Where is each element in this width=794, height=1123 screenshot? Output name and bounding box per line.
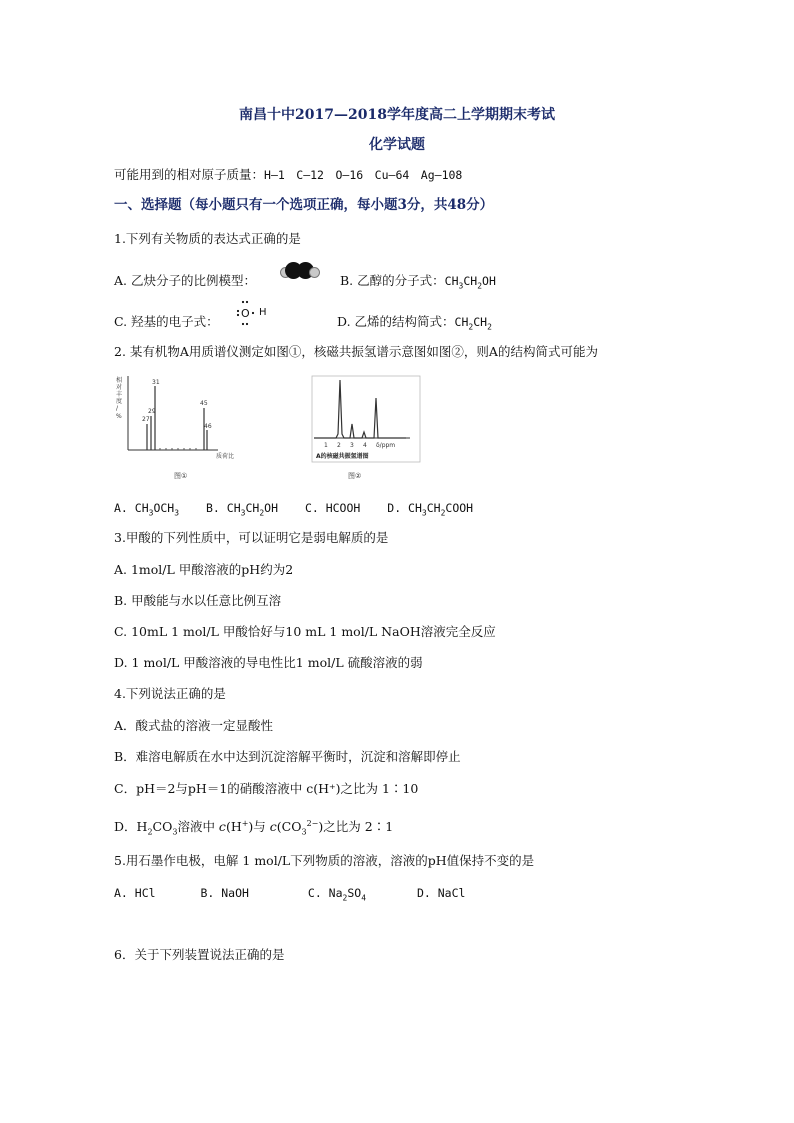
nmr-tick-4: 4 [363,442,367,449]
question-1-option-b [340,273,496,294]
hydroxyl-electron-dot-icon [236,298,276,328]
question-4-option-d: D．$H_2CO_3$溶液中 c(H+)与 $c(CO_3^{2-})$之比为 2∶1 [114,819,394,837]
fig1-ylabel-5: / [116,405,119,412]
question-4-option-c: C．pH＝2与pH＝1的硝酸溶液中 c(H⁺)之比为 1∶10 [114,781,419,796]
nmr-spectrum-figure [310,374,430,484]
nmr-xlabel: δ/ppm [376,442,396,449]
question-6-stem: 6．关于下列装置说法正确的是 [114,947,285,962]
question-1-option-a: A. 乙炔分子的比例模型： [114,273,256,288]
option-d-formula: $CH_2CH_2$ [454,315,492,332]
question-3-option-d: D. 1 mol/L 甲酸溶液的导电性比1 mol/L 硫酸溶液的弱 [114,655,423,670]
question-4-option-b: B．难溶电解质在水中达到沉淀溶解平衡时，沉淀和溶解即停止 [114,749,461,764]
q2-option-b: B. $CH_3CH_2OH$ [206,501,278,518]
question-3-option-c: C. 10mL 1 mol/L 甲酸恰好与10 mL 1 mol/L NaOH溶液完全反应 [114,624,496,639]
q5-option-c: C. $Na_2SO_4$ [307,886,367,903]
fig1-ylabel-2: 对 [116,384,123,391]
option-d-label: D. 乙烯的结构简式： [337,314,455,329]
question-5-options [114,885,465,906]
question-3-stem: 3.甲酸的下列性质中，可以证明它是弱电解质的是 [114,530,389,545]
fig1-xlabel: 质荷比 [216,453,235,460]
svg-text:O: O [241,307,250,320]
question-1-option-c: C. 羟基的电子式： [114,314,219,329]
peak-label-45: 45 [200,400,208,407]
peak-label-27: 27 [142,416,150,423]
atomic-masses-values: H—1 C—12 O—16 Cu—64 Ag—108 [264,168,463,182]
peak-label-31: 31 [152,379,160,386]
fig1-ylabel-4: 度 [116,398,123,405]
q2-option-d: D. $CH_3CH_2COOH$ [387,501,474,518]
question-5-stem: 5.用石墨作电极，电解 1 mol/L下列物质的溶液，溶液的pH值保持不变的是 [114,853,535,868]
mass-spectrum-figure [114,374,254,484]
fig1-ylabel-1: 相 [116,377,123,384]
q2-option-c: C. HCOOH [304,501,361,515]
exam-title: 南昌十中2017—2018学年度高二上学期期末考试 [239,107,555,123]
question-4-stem: 4.下列说法正确的是 [114,686,226,701]
nmr-inner-caption: A的核磁共振氢谱图 [316,453,369,460]
question-2-options [114,500,473,521]
nmr-spectrum-line [314,380,406,438]
question-1-stem: 1.下列有关物质的表达式正确的是 [114,231,301,246]
fig2-caption: 图② [348,472,362,480]
section-heading: 一、选择题（每小题只有一个选项正确，每小题3分，共48分） [114,197,494,213]
atomic-masses-label: 可能用到的相对原子质量： [114,167,265,182]
question-4-option-a: A．酸式盐的溶液一定显酸性 [114,718,274,733]
peak-label-46: 46 [204,423,212,430]
q5-option-a: A. HCl [114,886,156,900]
fig1-ylabel-3: 丰 [116,391,123,398]
question-3-option-a: A. 1mol/L 甲酸溶液的pH约为2 [114,562,294,577]
peak-label-29: 29 [148,408,156,415]
nmr-tick-2: 2 [337,442,341,449]
question-3-option-b: B. 甲酸能与水以任意比例互溶 [114,593,282,608]
fig1-ylabel-6: % [116,413,122,420]
question-1-option-d [337,314,492,335]
exam-subtitle: 化学试题 [369,137,425,153]
q2-option-a: A. $CH_3OCH_3$ [114,501,180,518]
question-2-stem: 2. 某有机物A用质谱仪测定如图①，核磁共振氢谱示意图如图②，则A的结构简式可能为 [114,344,598,359]
option-b-label: B. 乙醇的分子式： [340,273,445,288]
option-b-formula: $CH_3CH_2OH$ [444,274,496,291]
nmr-tick-3: 3 [350,442,354,449]
fig1-caption: 图① [174,472,188,480]
atomic-masses [114,167,462,183]
q5-option-d: D. NaCl [416,886,466,900]
hydroxyl-h-label: H [259,307,267,318]
q5-option-b: B. NaOH [200,886,249,900]
nmr-tick-1: 1 [324,442,328,449]
